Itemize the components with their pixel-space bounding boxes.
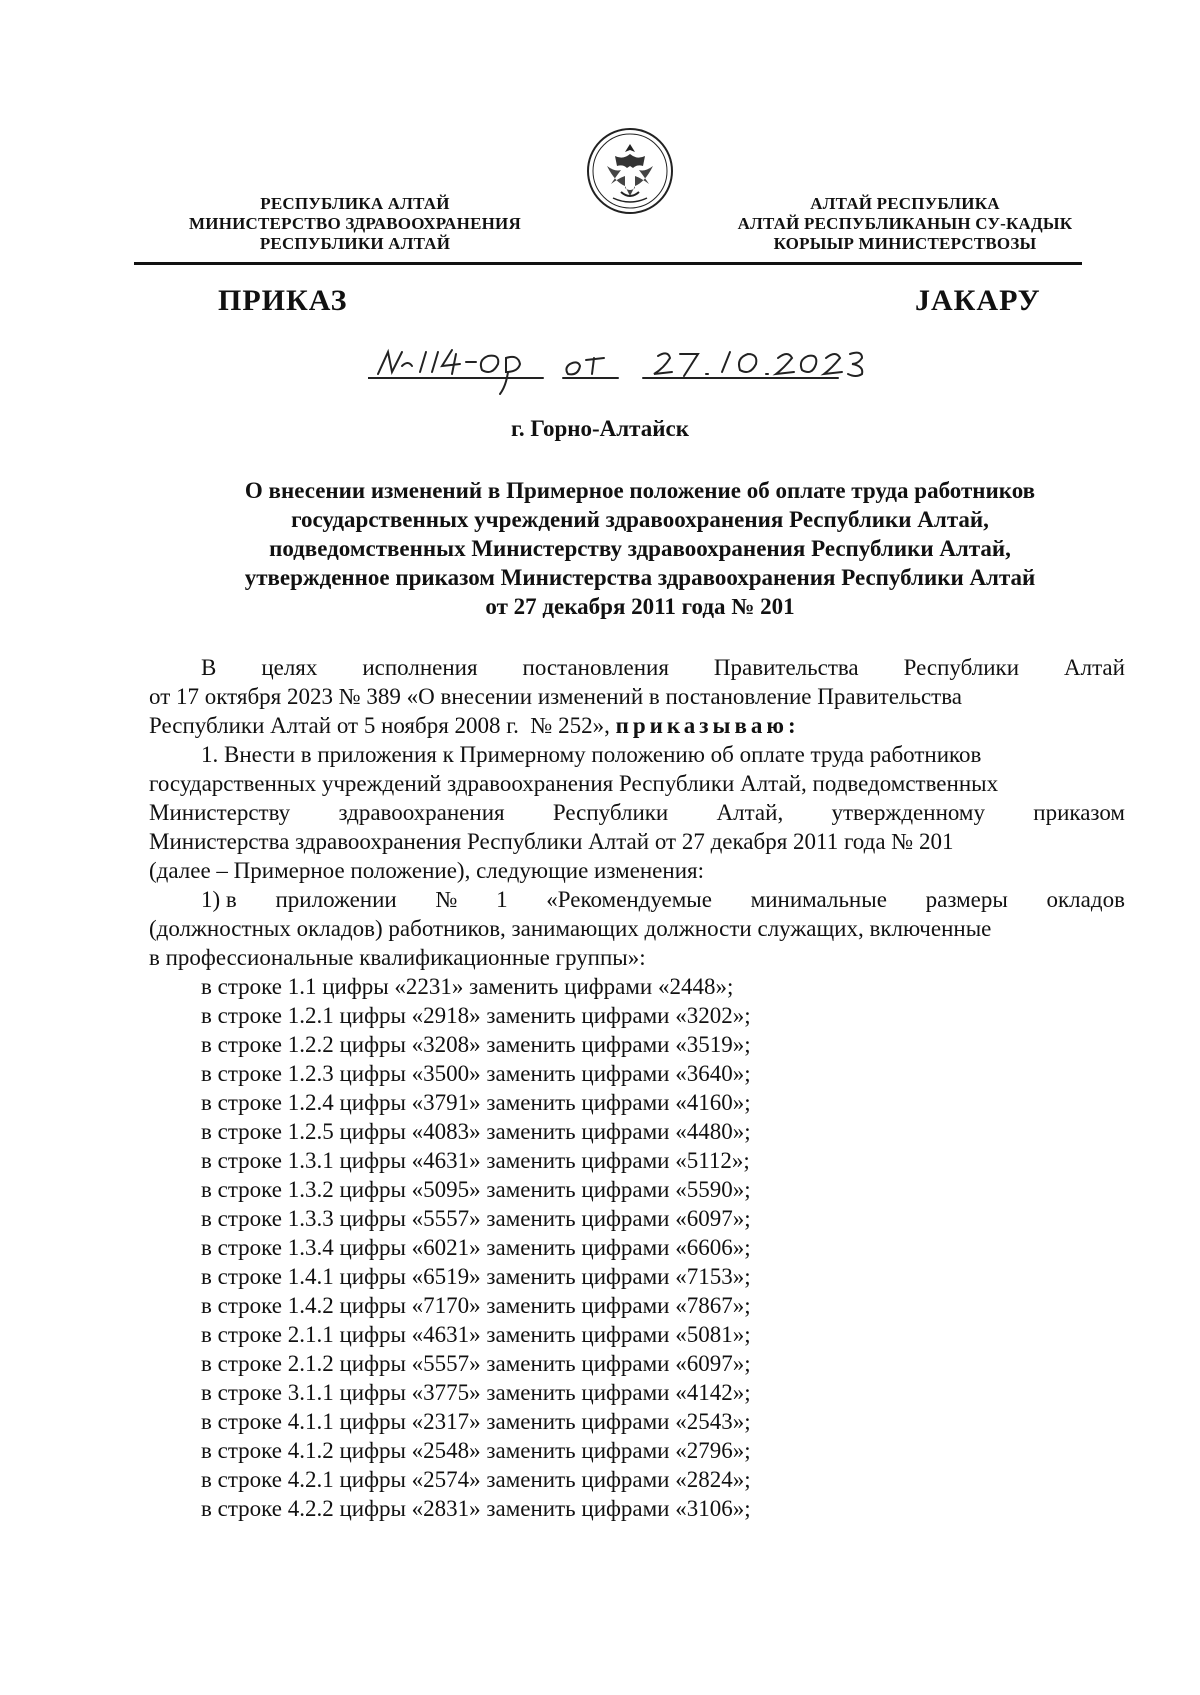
order-title-alt: ЈАКАРУ	[915, 284, 1041, 317]
word: постановления	[522, 655, 669, 680]
change-item: в строке 1.3.3 цифры «5557» заменить цифрами «6097»;	[201, 1206, 751, 1231]
change-item: в строке 1.3.4 цифры «6021» заменить цифрами «6606»;	[201, 1235, 751, 1260]
change-item: в строке 4.1.2 цифры «2548» заменить цифрами «2796»;	[201, 1438, 751, 1463]
word: Республики	[903, 655, 1020, 680]
point1-line-4: Министерства здравоохранения Республики Алтай от 27 декабря 2011 года № 201	[149, 829, 954, 854]
city-line: г. Горно-Алтайск	[511, 416, 689, 441]
order-title-ru: ПРИКАЗ	[218, 284, 348, 317]
subpoint1-line-1	[149, 885, 1125, 914]
change-item: в строке 1.3.1 цифры «4631» заменить цифрами «5112»;	[201, 1148, 750, 1173]
preamble-line-1	[149, 653, 1125, 682]
header-left-line: РЕСПУБЛИКА АЛТАЙ	[260, 194, 450, 213]
word: Республики	[552, 800, 669, 825]
word: Министерству	[149, 800, 291, 825]
change-item: в строке 4.2.1 цифры «2574» заменить цифрами «2824»;	[201, 1467, 751, 1492]
word: 1) в	[201, 887, 237, 912]
word: Алтай	[1063, 655, 1125, 680]
change-item: в строке 1.2.3 цифры «3500» заменить цифрами «3640»;	[201, 1061, 751, 1086]
word: приказом	[1033, 800, 1125, 825]
change-item: в строке 1.3.2 цифры «5095» заменить цифрами «5590»;	[201, 1177, 751, 1202]
word: целях	[261, 655, 318, 680]
preamble-line-3-text: Республики Алтай от 5 ноября 2008 г. № 252»,	[149, 713, 616, 738]
header-left	[165, 194, 545, 254]
title-line: от 27 декабря 2011 года № 201	[485, 594, 795, 619]
change-item: в строке 1.1 цифры «2231» заменить цифрами «2448»;	[201, 974, 734, 999]
subpoint1-line-2: (должностных окладов) работников, занимающих должности служащих, включенные	[149, 916, 992, 941]
word: 1	[496, 887, 508, 912]
change-item: в строке 1.4.2 цифры «7170» заменить цифрами «7867»;	[201, 1293, 751, 1318]
preamble-line-2: от 17 октября 2023 № 389 «О внесении изменений в постановление Правительства	[149, 684, 962, 709]
document-body	[149, 653, 1125, 1523]
change-item: в строке 3.1.1 цифры «3775» заменить цифрами «4142»;	[201, 1380, 751, 1405]
point1-line-5: (далее – Примерное положение), следующие изменения:	[149, 858, 704, 883]
change-item: в строке 4.2.2 цифры «2831» заменить цифрами «3106»;	[201, 1496, 751, 1521]
header-left-line: МИНИСТЕРСТВО ЗДРАВООХРАНЕНИЯ	[189, 214, 521, 233]
title-line: государственных учреждений здравоохранения Республики Алтай,	[291, 507, 989, 532]
header-right	[720, 194, 1090, 254]
header-right-line: АЛТАЙ РЕСПУБЛИКА	[810, 194, 1000, 213]
change-item: в строке 1.2.1 цифры «2918» заменить цифрами «3202»;	[201, 1003, 751, 1028]
preamble-line-3	[149, 711, 1125, 740]
coat-of-arms-emblem	[585, 126, 675, 216]
change-item: в строке 2.1.2 цифры «5557» заменить цифрами «6097»;	[201, 1351, 751, 1376]
word: Правительства	[713, 655, 859, 680]
order-verb: приказываю:	[615, 713, 800, 738]
header-divider	[134, 262, 1082, 265]
change-item: в строке 2.1.1 цифры «4631» заменить цифрами «5081»;	[201, 1322, 751, 1347]
word: размеры	[925, 887, 1008, 912]
subpoint1-line-3: в профессиональные квалификационные группы»:	[149, 945, 646, 970]
point1-line-1: 1. Внести в приложения к Примерному положению об оплате труда работников	[201, 742, 982, 767]
word: «Рекомендуемые	[546, 887, 712, 912]
change-item: в строке 1.2.2 цифры «3208» заменить цифрами «3519»;	[201, 1032, 751, 1057]
point1-line-3	[149, 798, 1125, 827]
point1-line-2: государственных учреждений здравоохранения Республики Алтай, подведомственных	[149, 771, 999, 796]
title-line: подведомственных Министерству здравоохранения Республики Алтай,	[269, 536, 1011, 561]
change-item: в строке 1.4.1 цифры «6519» заменить цифрами «7153»;	[201, 1264, 751, 1289]
word: Алтай,	[716, 800, 784, 825]
header-right-line: КОРЫЫР МИНИСТЕРСТВОЗЫ	[773, 234, 1037, 253]
word: приложении	[275, 887, 397, 912]
word: окладов	[1046, 887, 1125, 912]
change-item: в строке 1.2.4 цифры «3791» заменить цифрами «4160»;	[201, 1090, 751, 1115]
header-right-line: АЛТАЙ РЕСПУБЛИКАНЫН СУ-КАДЫК	[737, 214, 1073, 233]
word: исполнения	[362, 655, 478, 680]
header-left-line: РЕСПУБЛИКИ АЛТАЙ	[259, 234, 451, 253]
word: минимальные	[750, 887, 887, 912]
word: здравоохранения	[338, 800, 505, 825]
change-item: в строке 4.1.1 цифры «2317» заменить цифрами «2543»;	[201, 1409, 751, 1434]
document-title	[160, 476, 1120, 621]
word: утвержденному	[831, 800, 985, 825]
word: №	[435, 887, 458, 912]
title-line: утвержденное приказом Министерства здравоохранения Республики Алтай	[244, 565, 1036, 590]
word: В	[201, 655, 217, 680]
handwritten-order-number	[368, 346, 928, 406]
title-line: О внесении изменений в Примерное положение об оплате труда работников	[244, 478, 1036, 503]
change-item: в строке 1.2.5 цифры «4083» заменить цифрами «4480»;	[201, 1119, 751, 1144]
